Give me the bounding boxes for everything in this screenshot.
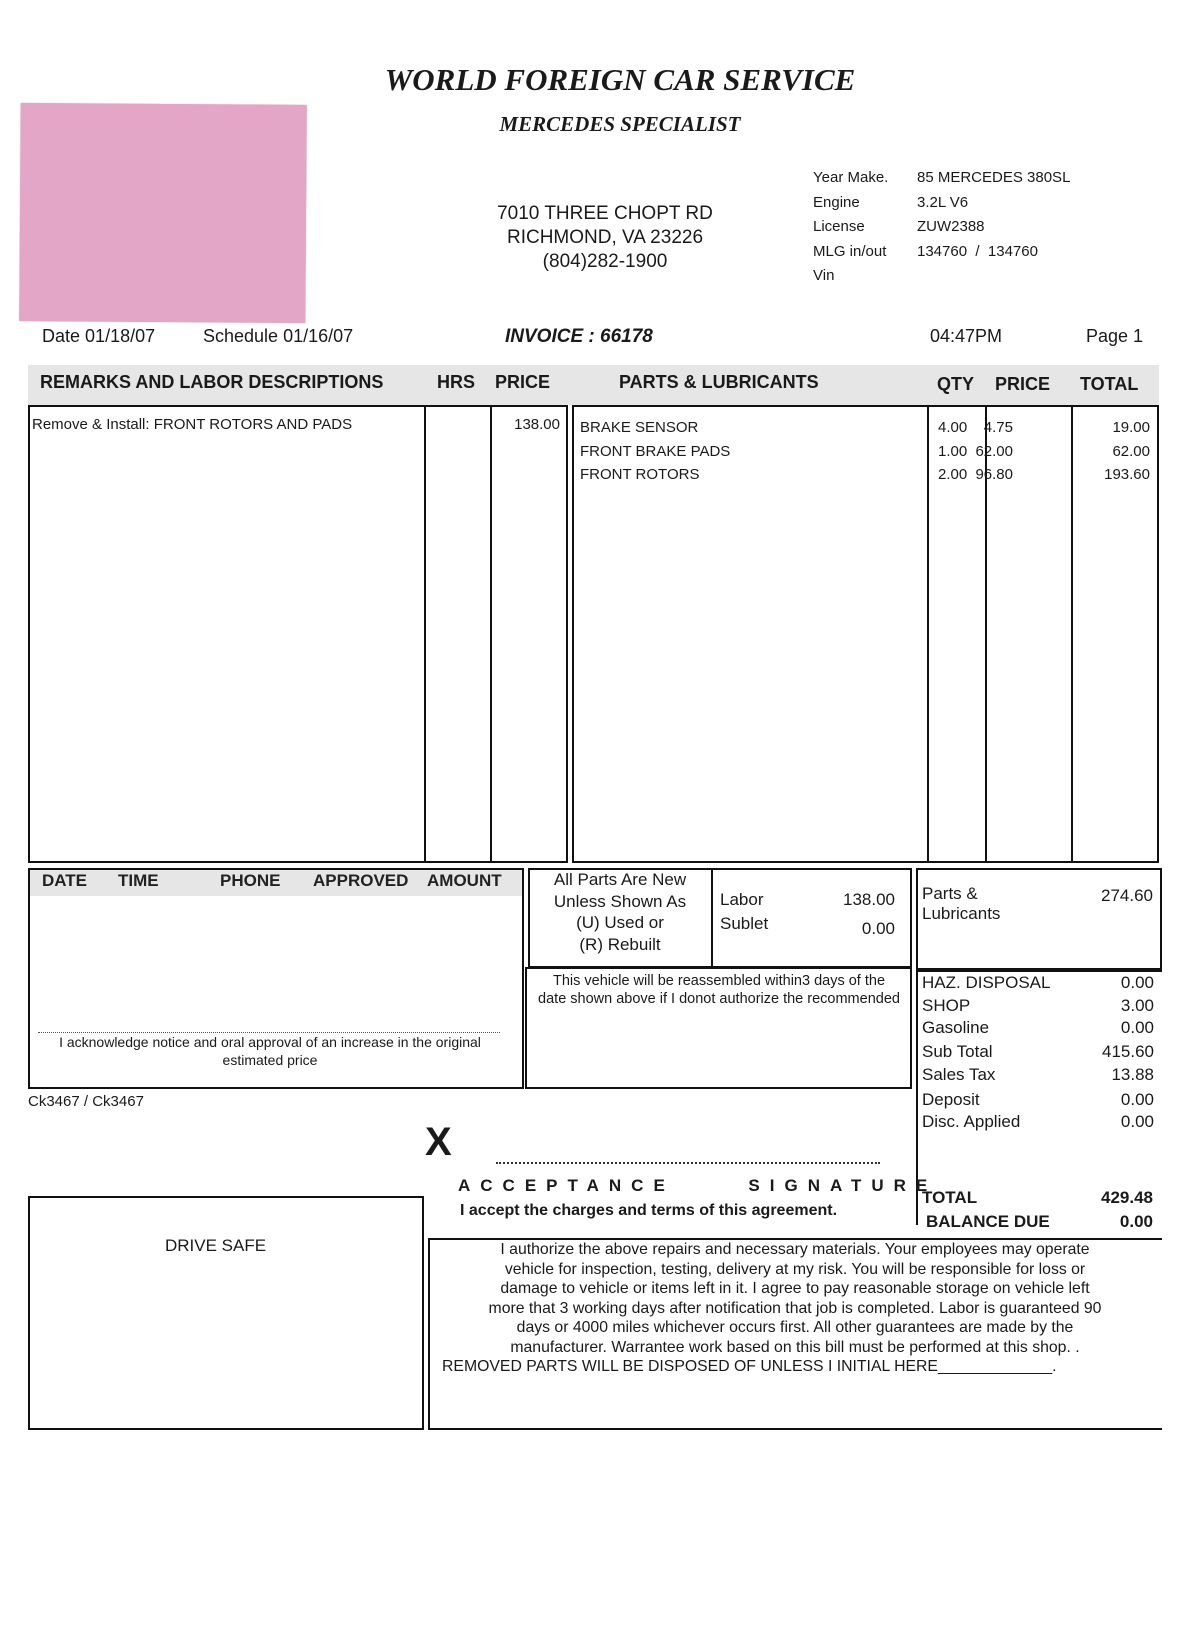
- license-label: License: [813, 218, 865, 235]
- vehicle-info: [813, 166, 1070, 289]
- parts-list: [580, 416, 1150, 487]
- date-label: Date: [42, 326, 81, 346]
- parts-notice-line: Unless Shown As: [553, 891, 687, 911]
- table-row: [580, 440, 1150, 464]
- sticky-note: [19, 103, 307, 323]
- invoice-number: INVOICE : 66178: [505, 326, 653, 347]
- authorization-left-rule: [428, 1238, 430, 1430]
- header-total: TOTAL: [1080, 374, 1139, 394]
- sublet-value: 0.00: [861, 919, 895, 938]
- labor-divider-price: [490, 405, 492, 863]
- license-value: ZUW2388: [917, 218, 985, 235]
- parts-notice: [532, 869, 708, 955]
- address-city: RICHMOND, VA 23226: [506, 227, 704, 248]
- approval-approved-header: APPROVED: [313, 871, 409, 890]
- part-total: 62.00: [1112, 442, 1150, 460]
- approval-time-header: TIME: [118, 871, 159, 890]
- authorization-line: I authorize the above repairs and necessary materials. Your employees may operate: [500, 1241, 1090, 1258]
- authorization-line: damage to vehicle or items left in it. I agree to pay reasonable storage on vehicle left: [500, 1280, 1090, 1297]
- check-reference: Ck3467 / Ck3467: [28, 1093, 144, 1110]
- acceptance-signature-label: ACCEPTANCE SIGNATURE: [458, 1176, 938, 1195]
- charge-label: HAZ. DISPOSAL: [922, 973, 1051, 992]
- approval-date-header: DATE: [42, 871, 88, 890]
- address-phone: (804)282-1900: [542, 251, 668, 272]
- schedule-field: [203, 326, 353, 347]
- charge-row: [922, 1112, 1154, 1135]
- engine-value: 3.2L V6: [917, 193, 969, 211]
- mileage-value: 134760 / 134760: [917, 242, 1038, 260]
- parts-total-label-line1: Parts &: [922, 884, 978, 903]
- company-tagline: MERCEDES SPECIALIST: [499, 112, 741, 136]
- shop-address: [470, 202, 740, 274]
- signature-line[interactable]: [496, 1162, 880, 1164]
- acknowledge-text: I acknowledge notice and oral approval of an increase in the original estimated price: [59, 1034, 481, 1068]
- company-name: WORLD FOREIGN CAR SERVICE: [384, 62, 856, 97]
- balance-due-label: BALANCE DUE: [926, 1212, 1050, 1231]
- charge-label: Sales Tax: [922, 1064, 996, 1084]
- part-total: 193.60: [1104, 466, 1150, 483]
- drive-safe-box: [28, 1196, 424, 1430]
- header-remarks: REMARKS AND LABOR DESCRIPTIONS: [40, 372, 384, 392]
- authorization-line: manufacturer. Warrantee work based on this bill must be performed at this shop. .: [510, 1338, 1080, 1356]
- total-label: TOTAL: [922, 1188, 978, 1207]
- part-name: BRAKE SENSOR: [580, 419, 699, 436]
- charge-label: Gasoline: [922, 1018, 990, 1037]
- charge-value: 3.00: [1120, 995, 1154, 1015]
- parts-notice-line: (U) Used or: [576, 913, 664, 932]
- page-number: Page 1: [1086, 326, 1144, 346]
- labor-divider-hrs: [424, 405, 426, 863]
- sublet-label: Sublet: [720, 914, 769, 933]
- invoice-time: 04:47PM: [930, 326, 1003, 346]
- accept-terms-text: I accept the charges and terms of this agreement.: [460, 1202, 838, 1219]
- parts-notice-line: All Parts Are New: [553, 870, 687, 889]
- schedule-label: Schedule: [203, 326, 279, 346]
- balance-due-value: 0.00: [1119, 1212, 1153, 1231]
- charge-value: 0.00: [1120, 973, 1154, 992]
- parts-total-label-line2: Lubricants: [922, 904, 1001, 923]
- charge-label: Deposit: [922, 1089, 980, 1109]
- drive-safe-text: DRIVE SAFE: [165, 1236, 267, 1255]
- parts-total-value: 274.60: [1101, 886, 1153, 905]
- mileage-label: MLG in/out: [813, 242, 887, 260]
- header-qty: QTY: [937, 374, 975, 394]
- charge-value: 0.00: [1120, 1089, 1154, 1109]
- charge-value: 0.00: [1120, 1018, 1154, 1037]
- totals-top-rule: [916, 970, 1162, 972]
- parts-total-label: [922, 884, 1000, 924]
- date-field: [42, 326, 155, 347]
- labor-summary-value: 138.00: [843, 890, 895, 909]
- authorization-line: vehicle for inspection, testing, delivery at my risk. You will be responsible for loss or: [504, 1260, 1086, 1278]
- charge-value: 0.00: [1120, 1112, 1154, 1131]
- charge-label: SHOP: [922, 995, 971, 1015]
- part-qty: 2.00: [938, 466, 968, 483]
- part-price: 96.80: [975, 466, 1013, 483]
- labor-description: Remove & Install: FRONT ROTORS AND PADS: [32, 416, 353, 433]
- labor-summary-divider: [711, 868, 713, 968]
- parts-notice-line: (R) Rebuilt: [579, 934, 661, 954]
- labor-summary-label: Labor: [720, 890, 764, 909]
- authorization-line: days or 4000 miles whichever occurs first. All other guarantees are made by the: [516, 1319, 1074, 1336]
- charge-value: 415.60: [1102, 1042, 1154, 1061]
- header-labor-price: PRICE: [495, 372, 551, 392]
- authorization-line: more that 3 working days after notification that job is completed. Labor is guaranteed 90: [488, 1299, 1102, 1317]
- charge-row: [922, 1065, 1154, 1090]
- signature-x-mark: X: [425, 1120, 452, 1164]
- charge-row: [922, 996, 1154, 1019]
- part-total: 19.00: [1112, 419, 1150, 436]
- charge-row: [922, 1090, 1154, 1113]
- authorization-bottom-rule: [428, 1428, 1162, 1430]
- part-name: FRONT BRAKE PADS: [580, 442, 731, 460]
- table-row: [580, 463, 1150, 487]
- header-part-price: PRICE: [995, 374, 1051, 394]
- header-hrs: HRS: [437, 372, 476, 392]
- charge-row: [922, 973, 1154, 996]
- charge-label: Disc. Applied: [922, 1112, 1021, 1131]
- authorization-text: [434, 1240, 1156, 1377]
- part-price: 62.00: [975, 442, 1013, 460]
- part-name: FRONT ROTORS: [580, 466, 700, 483]
- total-value: 429.48: [1101, 1188, 1153, 1207]
- part-qty: 1.00: [938, 442, 968, 460]
- address-street: 7010 THREE CHOPT RD: [497, 203, 713, 224]
- vin-label: Vin: [813, 267, 835, 284]
- approval-amount-header: AMOUNT: [427, 871, 502, 890]
- schedule-value: 01/16/07: [283, 326, 354, 346]
- engine-label: Engine: [813, 193, 860, 211]
- year-make-value: 85 MERCEDES 380SL: [917, 169, 1071, 186]
- charge-value: 13.88: [1111, 1064, 1154, 1084]
- authorization-line: REMOVED PARTS WILL BE DISPOSED OF UNLESS I INITIAL HERE_____________.: [442, 1358, 1057, 1375]
- year-make-label: Year Make.: [813, 169, 889, 186]
- charge-row: [922, 1018, 1154, 1042]
- part-qty: 4.00: [938, 419, 968, 436]
- approval-phone-header: PHONE: [220, 871, 281, 890]
- header-parts: PARTS & LUBRICANTS: [619, 372, 819, 392]
- charges-list: [922, 973, 1154, 1135]
- labor-box: [28, 405, 568, 863]
- charge-row: [922, 1042, 1154, 1065]
- part-price: 4.75: [983, 419, 1013, 436]
- charge-label: Sub Total: [922, 1042, 993, 1061]
- date-value: 01/18/07: [85, 326, 156, 346]
- labor-price: 138.00: [514, 416, 560, 433]
- table-row: [580, 416, 1150, 440]
- reassembly-notice: This vehicle will be reassembled within3 days of the date shown above if I donot authorize the recommended: [538, 973, 900, 1007]
